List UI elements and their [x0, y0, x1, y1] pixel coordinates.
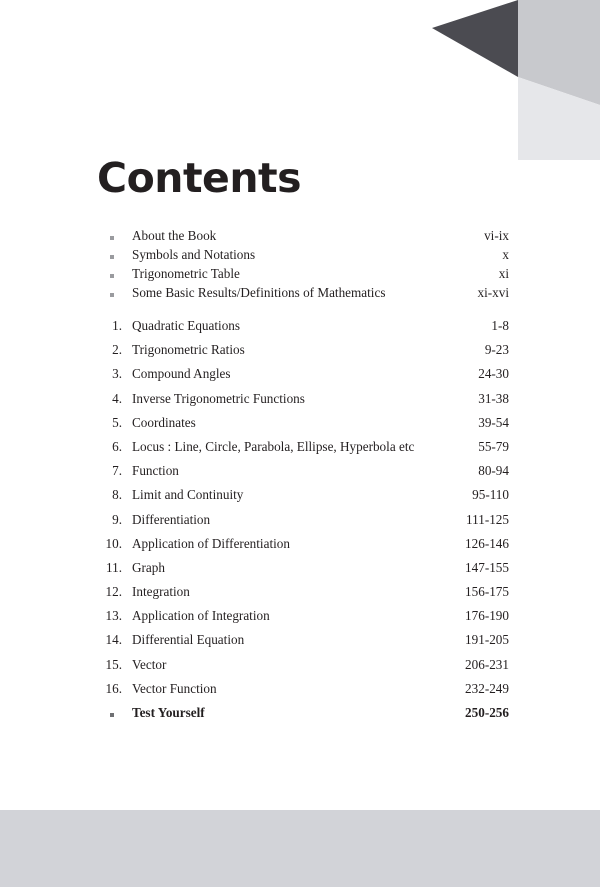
- bullet-icon: [97, 286, 127, 305]
- entry-pages: 191-205: [465, 632, 509, 648]
- entry-pages: 55-79: [478, 438, 509, 454]
- entry-label: Limit and Continuity: [132, 487, 244, 503]
- entry-number: 7.: [112, 463, 122, 479]
- light-gray-triangle: [518, 77, 600, 160]
- entry-label: Locus : Line, Circle, Parabola, Ellipse, Hyperbola etc: [132, 438, 415, 454]
- list-item[interactable]: [97, 439, 509, 463]
- entry-number: 14.: [105, 632, 122, 648]
- entry-label: Differentiation: [132, 511, 211, 527]
- bullet-icon: [97, 267, 127, 286]
- entry-label: Coordinates: [132, 414, 196, 430]
- list-item[interactable]: [97, 318, 509, 342]
- entry-number: 3.: [112, 366, 122, 382]
- entry-pages: 250-256: [465, 705, 509, 720]
- entry-label: Differential Equation: [132, 632, 245, 648]
- entry-label: Graph: [132, 559, 165, 575]
- entry-number: 9.: [112, 511, 122, 527]
- section-spacer: [97, 304, 509, 318]
- list-item[interactable]: [97, 366, 509, 390]
- table-of-contents: [97, 228, 509, 729]
- entry-label: Application of Integration: [132, 608, 270, 624]
- entry-pages: xi: [498, 266, 509, 281]
- list-item[interactable]: [97, 560, 509, 584]
- list-item[interactable]: [97, 584, 509, 608]
- entry-label: About the Book: [132, 228, 217, 243]
- entry-pages: xi-xvi: [477, 285, 509, 300]
- entry-label: Inverse Trigonometric Functions: [132, 390, 305, 406]
- list-item-test-yourself[interactable]: [97, 705, 509, 729]
- list-item[interactable]: [97, 512, 509, 536]
- chapter-list: [97, 318, 509, 729]
- list-item[interactable]: [97, 536, 509, 560]
- entry-label: Quadratic Equations: [132, 318, 241, 333]
- list-item[interactable]: [97, 391, 509, 415]
- entry-pages: 95-110: [472, 487, 509, 503]
- entry-pages: 24-30: [478, 366, 509, 382]
- entry-number: 8.: [112, 487, 122, 503]
- entry-pages: x: [502, 247, 509, 262]
- entry-pages: 80-94: [478, 463, 509, 479]
- entry-label: Integration: [132, 584, 190, 600]
- list-item[interactable]: [97, 228, 509, 247]
- entry-number: 2.: [112, 342, 122, 358]
- front-matter-list: [97, 228, 509, 304]
- list-item[interactable]: [97, 247, 509, 266]
- entry-label: Compound Angles: [132, 366, 231, 382]
- list-item[interactable]: [97, 266, 509, 285]
- entry-pages: 147-155: [465, 559, 509, 575]
- list-item[interactable]: [97, 342, 509, 366]
- entry-label: Symbols and Notations: [132, 247, 256, 262]
- entry-number: 5.: [112, 414, 122, 430]
- footer-band: [0, 810, 600, 887]
- mid-gray-shape: [518, 0, 600, 105]
- entry-number: 16.: [105, 680, 122, 696]
- entry-number: 12.: [105, 584, 122, 600]
- entry-pages: 9-23: [484, 342, 509, 358]
- entry-pages: 1-8: [491, 318, 509, 333]
- corner-decoration: [420, 0, 600, 180]
- entry-number: 1.: [112, 318, 122, 333]
- list-item[interactable]: [97, 657, 509, 681]
- entry-pages: 111-125: [466, 511, 509, 527]
- entry-pages: 39-54: [478, 414, 509, 430]
- entry-pages: 156-175: [465, 584, 509, 600]
- entry-label: Vector Function: [132, 680, 217, 696]
- entry-number: 15.: [105, 656, 122, 672]
- entry-pages: 206-231: [465, 656, 509, 672]
- list-item[interactable]: [97, 681, 509, 705]
- entry-number: 4.: [112, 390, 122, 406]
- entry-label: Some Basic Results/Definitions of Mathematics: [132, 285, 386, 300]
- entry-label: Test Yourself: [132, 705, 205, 720]
- entry-number: 6.: [112, 438, 122, 454]
- list-item[interactable]: [97, 415, 509, 439]
- entry-number: 11.: [106, 559, 122, 575]
- bullet-icon: [97, 229, 127, 248]
- page-title: Contents: [97, 154, 302, 202]
- entry-number: 10.: [105, 535, 122, 551]
- entry-pages: 31-38: [478, 390, 509, 406]
- bullet-icon: [97, 706, 127, 725]
- entry-label: Vector: [132, 656, 167, 672]
- entry-number: 13.: [105, 608, 122, 624]
- entry-label: Trigonometric Ratios: [132, 342, 245, 358]
- entry-pages: 232-249: [465, 680, 509, 696]
- list-item[interactable]: [97, 608, 509, 632]
- dark-triangle: [432, 0, 518, 77]
- list-item[interactable]: [97, 463, 509, 487]
- entry-pages: 176-190: [465, 608, 509, 624]
- entry-label: Function: [132, 463, 179, 479]
- entry-pages: 126-146: [465, 535, 509, 551]
- list-item[interactable]: [97, 285, 509, 304]
- list-item[interactable]: [97, 632, 509, 656]
- entry-pages: vi-ix: [484, 228, 509, 243]
- entry-label: Trigonometric Table: [132, 266, 240, 281]
- bullet-icon: [97, 248, 127, 267]
- entry-label: Application of Differentiation: [132, 535, 290, 551]
- list-item[interactable]: [97, 487, 509, 511]
